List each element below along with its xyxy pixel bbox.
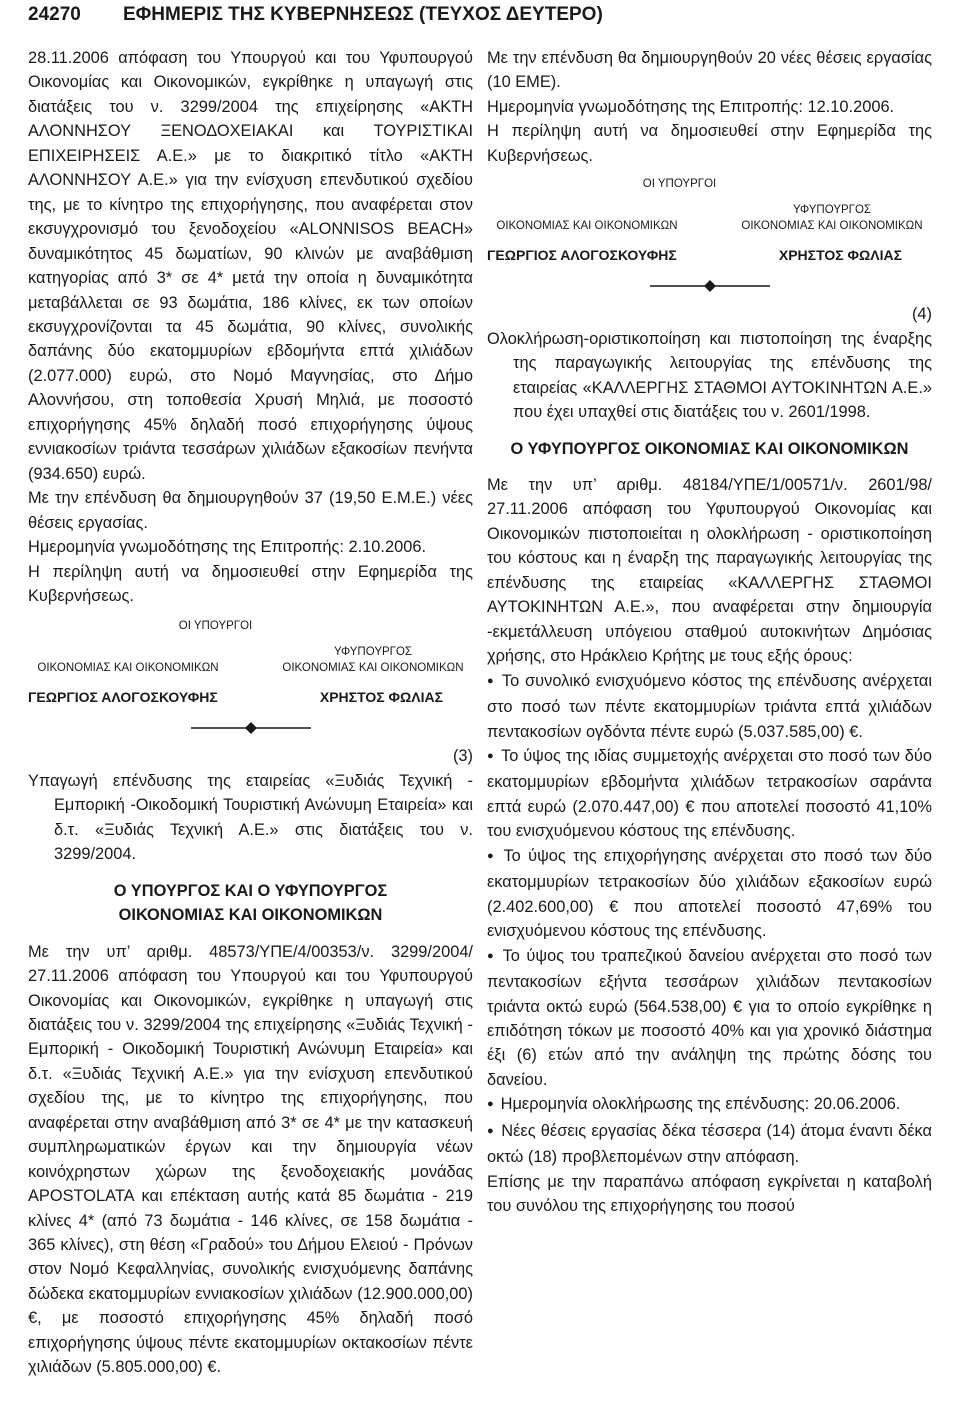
ministry-label-left: ΟΙΚΟΝΟΜΙΑΣ ΚΑΙ ΟΙΚΟΝΟΜΙΚΩΝ [37,662,219,675]
left-column [28,46,473,1380]
page-header [28,4,933,30]
decision-text: 28.11.2006 απόφαση του Υπουργού και του Υφυπουργού Οικονομίας και Οικονομικών, εγκρίθηκε η υπαγωγή στις διατάξεις του ν. 3299/2004 της επιχείρησης «ΑΚΤΗ ΑΛΟΝΝΗΣΟΥ ΞΕΝΟΔΟΧΕΙΑΚΑΙ και ΤΟΥΡΙΣΤΙΚΑΙ ΕΠΙΧΕΙΡΗΣΕΙΣ Α.Ε.» με το διακριτικό τίτλο «ΑΚΤΗ ΑΛΟΝΝΗΣΟΥ Α.Ε.» για την ενίσχυση επενδυτικού σχεδίου της, με το κίνητρο της επιχορήγησης, που αναφέρεται στον εκσυγχρονισμό του ξενοδοχείου «ALONNISOS BEACH» δυναμικότητος 45 δωματίων, 90 κλινών με αναβάθμιση κατηγορίας από 3* σε 4* μετά την οποία η δυναμικότητα μεταβάλλεται σε 93 δωμάτια, 186 κλίνες, εκ των οποίων εκσυγχρονίζονται τα 45 δωμάτια, 90 κλίνες, συνολικής δαπάνης δύο εκατομμυρίων εβδομήντα επτά χιλιάδων (2.077.000) ευρώ, στο Νομό Μαγνησίας, στο Δήμο Αλοννήσου, στη τοποθεσία Χρυσή Μηλιά, με ποσοστό επιχορήγησης 45% δηλαδή ποσό επιχορήγησης ύψους εννιακοσίων τριάντα τεσσάρων χιλιάδων εξακοσίων πενήντα (934.650) ευρώ. [28,49,473,483]
term-bullet: ● Το ύψος της επιχορήγησης ανέρχεται στο ποσό των δύο εκατομμυρίων τετρακοσίων δύο χιλιάδων εξακοσίων ευρώ (2.402.600,00) € που αποτελεί ποσοστό 47,69% του ενισχυόμενου κόστους της επένδυσης. [487,844,932,944]
deputy-label: ΥΦΥΠΟΥΡΓΟΣ [333,646,413,659]
ministry-label-right: ΟΙΚΟΝΟΜΙΑΣ ΚΑΙ ΟΙΚΟΝΟΜΙΚΩΝ [741,220,923,233]
page-number: 24270 [28,4,81,25]
jobs-text: Με την επένδυση θα δημιουργηθούν 37 (19,50 Ε.Μ.Ε.) νέες θέσεις εργασίας. [28,489,473,532]
jobs-text: Με την επένδυση θα δημιουργηθούν 20 νέες θέσεις εργασίας (10 ΕΜΕ). [487,49,932,92]
signatory-right: ΧΡΗΣΤΟΣ ΦΩΛΙΑΣ [319,689,443,706]
publication-note: Η περίληψη αυτή να δημοσιευθεί στην Εφημερίδα της Κυβερνήσεως. [28,562,473,605]
closing-text: Επίσης με την παραπάνω απόφαση εγκρίνεται η καταβολή του συνόλου της επιχορήγησης του ποσού [487,1172,932,1216]
right-column [487,46,932,1219]
term-bullet: ● Το ύψος του τραπεζικού δανείου ανέρχεται στο ποσό των πεντακοσίων εξήντα τεσσάρων χιλιάδων πεντακοσίων τριάντα οκτώ ευρώ (564.538,00) € για το οποίο εγκρίθηκε η επιδότηση τόκων με ποσοστό 40% και για χρονικό διάστημα έξι (6) ετών από την ανάληψη της πρώτης δόσης του δανείου. [487,944,932,1093]
section-number: (3) [452,747,473,766]
authority-heading-2: ΟΙΚΟΝΟΜΙΑΣ ΚΑΙ ΟΙΚΟΝΟΜΙΚΩΝ [118,906,383,925]
section-divider [28,716,473,740]
ministry-label-right: ΟΙΚΟΝΟΜΙΑΣ ΚΑΙ ΟΙΚΟΝΟΜΙΚΩΝ [282,662,464,675]
signature-block [487,176,932,266]
section-title: Ολοκλήρωση-οριστικοποίηση και πιστοποίηση της έναρξης της παραγωγικής λειτουργίας της επένδυσης της εταιρείας «ΚΑΛΛΕΡΓΗΣ ΣΤΑΘΜΟΙ ΑΥΤΟΚΙΝΗΤΩΝ Α.Ε.» που έχει υπαχθεί στις διατάξεις του ν. 2601/1998. [487,329,932,422]
decision-text: Με την υπ’ αριθμ. 48184/ΥΠΕ/1/00571/ν. 2601/98/ 27.11.2006 απόφαση του Υφυπουργού Οικονομίας και Οικονομικών πιστοποιείται η ολοκλήρωση - οριστικοποίηση του κόστους και η έναρξη της παραγωγικής λειτουργίας της επένδυσης της εταιρείας «ΚΑΛΛΕΡΓΗΣ ΣΤΑΘΜΟΙ ΑΥΤΟΚΙΝΗΤΩΝ Α.Ε.», που αναφέρεται στην δημιουργία -εκμετάλλευση υπόγειου σταθμού αυτοκινήτων Δημόσιας χρήσης, στο Ηράκλειο Κρήτης με τους εξής όρους: [487,475,932,666]
term-bullet: ● Το συνολικό ενισχυόμενο κόστος της επένδυσης ανέρχεται στο ποσό των πέντε εκατομμυρίων τριάντα επτά χιλιάδων πεντακοσίων ογδόντα πέντε ευρώ (5.037.585,00) €. [487,669,932,744]
publication-note: Η περίληψη αυτή να δημοσιευθεί στην Εφημερίδα της Κυβερνήσεως. [487,122,932,165]
authority-heading: Ο ΥΦΥΠΟΥΡΓΟΣ ΟΙΚΟΝΟΜΙΑΣ ΚΑΙ ΟΙΚΟΝΟΜΙΚΩΝ [510,439,909,458]
divider-diamond-icon [191,721,311,735]
section-title: Υπαγωγή επένδυσης της εταιρείας «Ξυδιάς Τεχνική - Εμπορική -Οικοδομική Τουριστική Ανώνυμη Εταιρεία» και δ.τ. «Ξυδιάς Τεχνική Α.Ε.» στις διατάξεις του ν. 3299/2004. [28,771,473,864]
deputy-label: ΥΦΥΠΟΥΡΓΟΣ [792,204,872,217]
ministers-label: ΟΙ ΥΠΟΥΡΓΟΙ [642,178,717,191]
signature-block [28,618,473,708]
signatory-left: ΓΕΩΡΓΙΟΣ ΑΛΟΓΟΣΚΟΥΦΗΣ [28,689,218,706]
decision-text-2: Με την υπ’ αριθμ. 48573/ΥΠΕ/4/00353/ν. 3299/2004/ 27.11.2006 απόφαση του Υπουργού και του Υφυπουργού Οικονομίας και Οικονομικών, εγκρίθηκε η υπαγωγή στις διατάξεις του ν. 3299/2004 της επιχείρησης «Ξυδιάς Τεχνική - Εμπορική - Οικοδομική Τουριστική Ανώνυμη Εταιρεία» και δ.τ. «Ξυδιάς Τεχνική Α.Ε.» για την ενίσχυση επενδυτικού σχεδίου της, με το κίνητρο της επιχορήγησης, που αναφέρεται στην αναβάθμιση από 3* σε 4* με την κατασκευή συμπληρωματικών έργων και την δημιουργία νέων κοινόχρηστων χώρων της ξενοδοχειακής μονάδας APOSTOLATA και επέκταση αυτής κατά 85 δωμάτια - 219 κλίνες 4* (από 73 δωμάτια - 146 κλίνες, σε 158 δωμάτια - 365 κλίνες), στη θέση «Γραδού» του Δήμου Ελειού - Πρόνων στον Νομό Κεφαλληνίας, συνολικής ενισχυόμενης δαπάνης δώδεκα εκατομμυρίων εννιακοσίων χιλιάδων (12.900.000,00) €, με ποσοστό επιχορήγησης 45% δηλαδή ποσό επιχορήγησης ύψους πέντε εκατομμυρίων οκτακοσίων πέντε χιλιάδων (5.805.000,00) €. [28,942,473,1377]
signatory-right: ΧΡΗΣΤΟΣ ΦΩΛΙΑΣ [778,247,902,264]
authority-heading-1: Ο ΥΠΟΥΡΓΟΣ ΚΑΙ Ο ΥΦΥΠΟΥΡΓΟΣ [113,881,388,900]
divider-diamond-icon [650,279,770,293]
term-bullet: ● Ημερομηνία ολοκλήρωσης της επένδυσης: 20.06.2006. [487,1092,932,1118]
term-bullet: ● Το ύψος της ιδίας συμμετοχής ανέρχεται στο ποσό των δύο εκατομμυρίων εβδομήντα χιλιάδων τετρακοσίων σαράντα επτά ευρώ (2.070.447,00) € που αποτελεί ποσοστό 41,10% του ενισχυόμενου κόστους της επένδυσης. [487,744,932,844]
ministers-label: ΟΙ ΥΠΟΥΡΓΟΙ [178,620,253,633]
term-bullet: ● Νέες θέσεις εργασίας δέκα τέσσερα (14) άτομα έναντι δέκα οκτώ (18) προβλεπομένων στην απόφαση. [487,1119,932,1170]
section-number: (4) [911,305,932,324]
section-divider [487,274,932,298]
ministry-label-left: ΟΙΚΟΝΟΜΙΑΣ ΚΑΙ ΟΙΚΟΝΟΜΙΚΩΝ [496,220,678,233]
signatory-left: ΓΕΩΡΓΙΟΣ ΑΛΟΓΟΣΚΟΥΦΗΣ [487,247,677,264]
committee-date: Ημερομηνία γνωμοδότησης της Επιτροπής: 12.10.2006. [487,97,895,116]
committee-date: Ημερομηνία γνωμοδότησης της Επιτροπής: 2.10.2006. [28,538,426,557]
gazette-title: ΕΦΗΜΕΡΙΣ ΤΗΣ ΚΥΒΕΡΝΗΣΕΩΣ (ΤΕΥΧΟΣ ΔΕΥΤΕΡΟ) [123,4,603,25]
